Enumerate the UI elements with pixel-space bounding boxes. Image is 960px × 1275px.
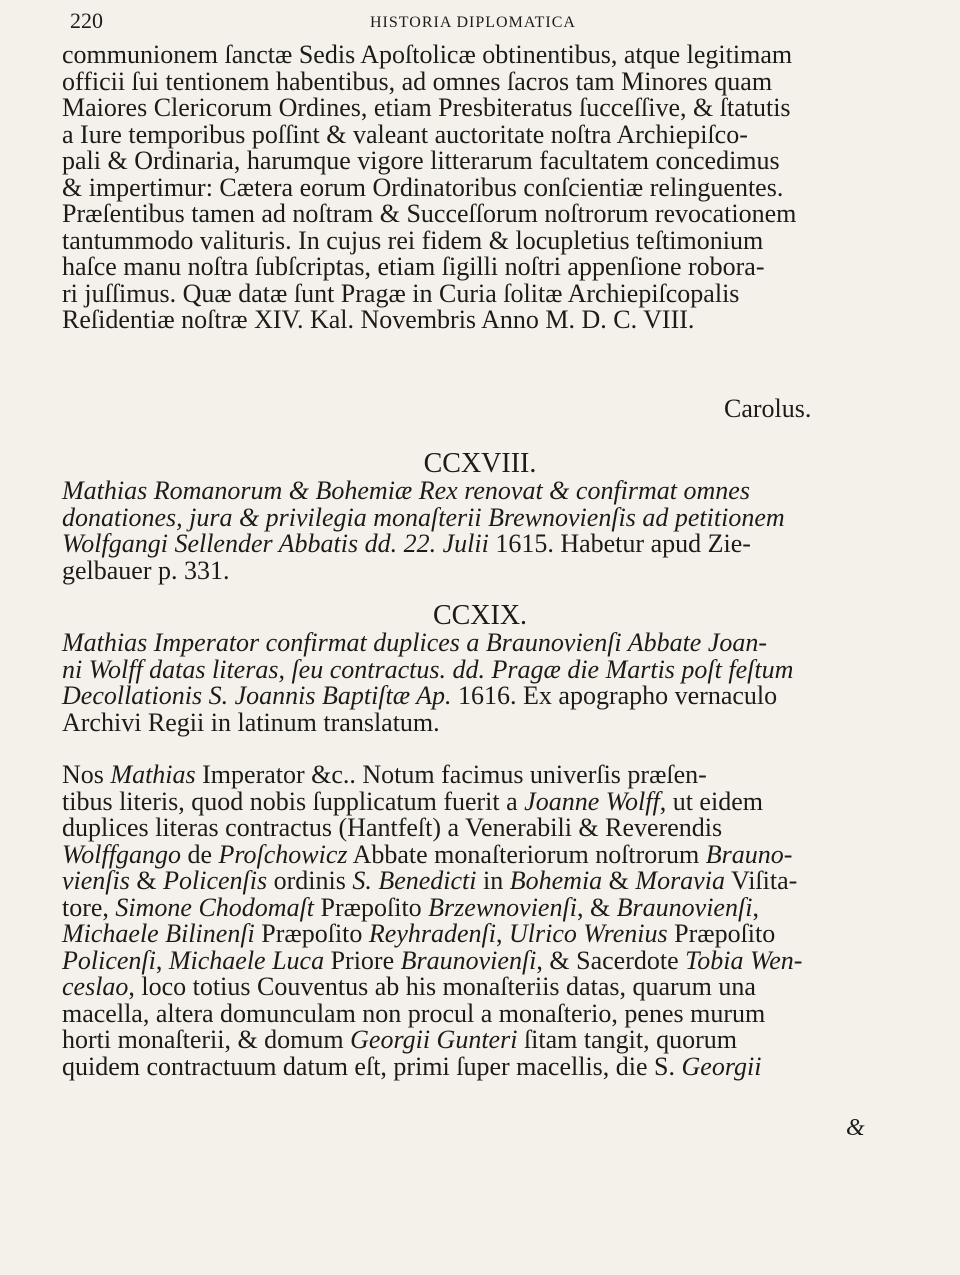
italic-text: Joanne Wolff — [524, 786, 660, 816]
section-summary — [62, 478, 922, 584]
roman-text: tibus literis, quod nobis ſupplicatum fuerit a — [62, 786, 525, 816]
text-line — [62, 921, 922, 948]
section-number: CCXVIII. — [423, 448, 537, 479]
roman-text: Præpoſito — [314, 892, 429, 922]
italic-text: ni Wolff datas literas, ſeu contractus. dd. Pragæ die Martis poſt feſtum — [62, 654, 794, 684]
italic-text: Policenſis — [163, 866, 268, 895]
text-line — [62, 892, 922, 922]
roman-text: , & Sacerdote — [536, 945, 686, 975]
roman-text: Præpoſito — [667, 919, 776, 948]
section-number: CCXIX. — [432, 600, 528, 631]
italic-text: ceslao — [62, 972, 129, 1001]
text-line — [62, 502, 922, 532]
text-line — [62, 707, 922, 737]
roman-text: quidem contractuum datum eſt, primi ſuper macellis, die S. — [62, 1051, 682, 1081]
top-paragraph — [62, 42, 922, 334]
italic-text: Wolfgangi Sellender Abbatis dd. 22. Julii — [62, 529, 496, 558]
text-line: & impertimur: Cætera eorum Ordinatoribus conſcientiæ relinguentes. — [62, 172, 784, 202]
roman-text: Præpoſito — [254, 919, 369, 948]
italic-text: Tobia Wen- — [685, 945, 803, 975]
text-line — [62, 478, 922, 505]
italic-text: vienſis — [62, 866, 130, 895]
italic-text: Braunovienſi — [616, 892, 753, 922]
roman-text: macella, altera domunculam non procul a monaſterio, penes murum — [62, 998, 766, 1028]
text-line — [62, 945, 922, 975]
section-summary — [62, 630, 922, 736]
text-line: Maiores Clericorum Ordines, etiam Presbiteratus ſucceſſive, & ſtatutis — [62, 93, 791, 122]
roman-text: Viſita- — [724, 866, 798, 895]
roman-text: 1615. Habetur apud Zie- — [495, 529, 751, 558]
roman-text: gelbauer p. 331. — [62, 555, 230, 585]
italic-text: Georgii Gunteri — [350, 1025, 518, 1054]
italic-text: Decollationis S. Joannis Baptiſtæ Ap. — [62, 681, 459, 710]
roman-text: & — [129, 866, 164, 895]
text-line: communionem ſanctæ Sedis Apoſtolicæ obtinentibus, atque legitimam — [62, 40, 793, 69]
italic-text: Brzewnovienſi — [428, 892, 577, 922]
roman-text: Nos — [62, 760, 111, 789]
text-line — [62, 630, 922, 657]
roman-text: ordinis — [267, 866, 353, 895]
italic-text: Proſchowicz — [218, 839, 348, 869]
italic-text: Braunovienſi — [400, 945, 537, 975]
text-line — [62, 815, 922, 842]
roman-text: duplices literas contractus (Hantfeſt) a Venerabili & Reverendis — [62, 813, 723, 842]
italic-text: Ulrico Wrenius — [508, 919, 668, 948]
text-line: ri juſſimus. Quæ datæ ſunt Pragæ in Curia ſolitæ Archiepiſcopalis — [62, 278, 740, 308]
text-line — [62, 998, 922, 1028]
italic-text: Wolffgango — [62, 839, 181, 869]
main-paragraph — [62, 762, 922, 1080]
roman-text: , ut eidem — [659, 786, 763, 816]
italic-text: donationes, jura & privilegia monaſterii Brewnovienſis ad petitionem — [62, 502, 785, 532]
catchword: & — [846, 1115, 865, 1141]
italic-text: Michaele Bilinenſi — [62, 919, 255, 948]
running-title: HISTORIA DIPLOMATICA — [370, 14, 576, 31]
italic-text: Michaele Luca — [168, 945, 325, 975]
roman-text: tore, — [62, 892, 116, 922]
text-line — [62, 974, 922, 1001]
italic-text: Mathias Imperator confirmat duplices a Braunovienſi Abbate Joan- — [62, 628, 768, 657]
italic-text: Mathias — [110, 760, 196, 789]
italic-text: Bohemia — [509, 866, 603, 895]
roman-text: , — [495, 919, 509, 948]
text-line: tantummodo valituris. In cujus rei fidem & locupletius teſtimonium — [62, 225, 764, 255]
page-number: 220 — [70, 8, 103, 33]
roman-text: horti monaſterii, & domum — [62, 1025, 351, 1054]
roman-text: Priore — [324, 945, 401, 975]
roman-text: ſitam tangit, quorum — [517, 1025, 737, 1054]
page-header — [70, 8, 920, 38]
text-line — [62, 839, 922, 869]
roman-text: Archivi Regii in latinum translatum. — [62, 707, 440, 737]
italic-text: Simone Chodomaſt — [115, 892, 315, 922]
text-line: a Iure temporibus poſſint & valeant auctoritate noſtra Archiepiſco- — [62, 119, 748, 149]
roman-text: & — [602, 866, 636, 895]
italic-text: S. Benedicti — [352, 866, 477, 895]
text-line — [62, 1051, 922, 1081]
text-line — [62, 786, 922, 816]
text-line — [62, 531, 922, 558]
roman-text: , — [155, 945, 169, 975]
roman-text: , loco totius Couventus ab his monaſteriis datas, quarum una — [128, 972, 756, 1001]
roman-text: Imperator &c.. Notum facimus univerſis præſen- — [195, 760, 707, 789]
text-line — [62, 654, 922, 684]
roman-text: 1616. Ex apographo vernaculo — [458, 681, 778, 710]
text-line: pali & Ordinaria, harumque vigore litterarum facultatem concedimus — [62, 146, 780, 175]
text-line: haſce manu noſtra ſubſcriptas, etiam ſigilli noſtri appenſione robora- — [62, 252, 765, 281]
roman-text: , — [752, 892, 759, 922]
italic-text: Mathias Romanorum & Bohemiæ Rex renovat & confirmat omnes — [62, 476, 750, 505]
text-line: Præſentibus tamen ad noſtram & Succeſſorum noſtrorum revocationem — [62, 199, 797, 228]
signature: Carolus. — [724, 394, 812, 423]
text-line — [62, 555, 922, 585]
roman-text: , & — [576, 892, 617, 922]
text-line — [62, 683, 922, 710]
roman-text: de — [180, 839, 219, 869]
italic-text: Moravia — [635, 866, 725, 895]
italic-text: Brauno- — [705, 839, 793, 869]
text-line: officii ſui tentionem habentibus, ad omnes ſacros tam Minores quam — [62, 66, 773, 96]
text-line: Reſidentiæ noſtræ XIV. Kal. Novembris Anno M. D. C. VIII. — [62, 305, 695, 334]
roman-text: Abbate monaſteriorum noſtrorum — [347, 839, 706, 869]
text-line — [62, 1027, 922, 1054]
italic-text: Policenſi — [62, 945, 156, 975]
roman-text: in — [476, 866, 510, 895]
text-line — [62, 868, 922, 895]
text-line — [62, 762, 922, 789]
italic-text: Reyhradenſi — [368, 919, 496, 948]
italic-text: Georgii — [681, 1051, 762, 1081]
